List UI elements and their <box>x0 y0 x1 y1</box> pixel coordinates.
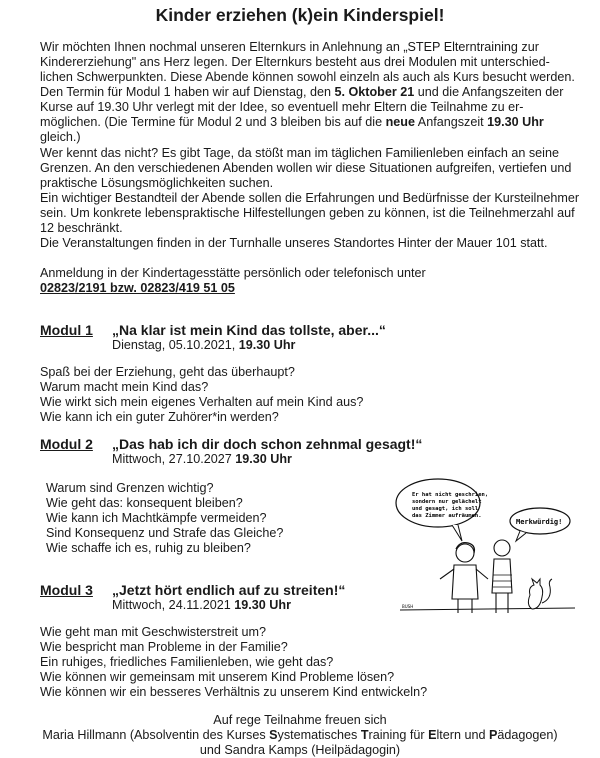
acronym-letter: S <box>269 728 278 742</box>
module-title: „Das hab ich dir doch schon zehnmal gesagt!“ <box>112 436 423 452</box>
footer-line <box>0 728 600 743</box>
location-text: Die Veranstaltungen finden in der Turnhalle unseres Standortes Hinter der Mauer 101 statt. <box>40 236 548 250</box>
module-date <box>112 452 292 467</box>
question-item: Wie geht man mit Geschwisterstreit um? <box>40 625 267 639</box>
artist-signature: BUSH <box>402 604 414 609</box>
module-title: „Jetzt hört endlich auf zu streiten!“ <box>112 582 346 598</box>
acronym-letter: E <box>428 728 437 742</box>
bubble-tail <box>452 525 462 541</box>
intro-time: 19.30 Uhr <box>487 115 544 129</box>
cartoon-illustration <box>380 475 580 625</box>
acronym-letter: P <box>488 728 498 742</box>
bubble-text-right: Merkwürdig! <box>516 518 563 526</box>
module-date-text: Dienstag, 05.10.2021, <box>112 338 239 352</box>
module-label: Modul 2 <box>40 436 93 452</box>
legs <box>496 593 508 613</box>
intro-text: und die Anfangszeiten der Kurse auf 19.30 Uhr verlegt mit der Idee, so eventuell mehr Eltern die Teilnahme zu er-möglichen. (Die Termine für Modul 2 und 3 bleiben bis auf die <box>40 85 564 129</box>
footer-line: und Sandra Kamps (Heilpädagogin) <box>199 743 401 757</box>
footer-line: Auf rege Teilnahme freuen sich <box>213 713 387 727</box>
question-item: Wie bespricht man Probleme in der Familie? <box>40 640 288 654</box>
cat-tail <box>542 579 552 603</box>
intro-text: Anfangszeit <box>415 115 488 129</box>
question-item: Wie können wir ein besseres Verhältnis zu unserem Kind entwickeln? <box>40 685 428 699</box>
cat <box>528 579 542 609</box>
ground-line <box>400 608 575 610</box>
module-time: 19.30 Uhr <box>234 598 291 612</box>
footer-text: Maria Hillmann (Absolventin des Kurses <box>42 728 270 742</box>
module-3-questions <box>40 625 427 700</box>
person-left-head <box>456 544 474 562</box>
bubble-line: Er hat nicht geschrien, <box>412 492 489 498</box>
question-item: Wie kann ich ein guter Zuhörer*in werden? <box>40 410 279 424</box>
footer-text: ystematisches <box>277 728 361 742</box>
intro-text: Wir möchten Ihnen nochmal unseren Elternkurs in Anlehnung an „STEP Elterntraining zur Kindererziehung" ans Herz legen. Der Elternkurs besteht aus drei Modulen mit unterschied-lichen Schwerpunkten. Diese Abende können sowohl einzeln als auch als Kurs besucht werden. Den Termin für Modul 1 haben wir auf Dienstag, den <box>40 40 575 99</box>
bubble-line: das Zimmer aufräumen. <box>412 513 482 519</box>
module-time: 19.30 Uhr <box>238 338 296 352</box>
intro-neue: neue <box>385 115 415 129</box>
module-date <box>112 338 295 353</box>
cartoon-drawing <box>380 475 580 625</box>
module-date-text: Mittwoch, 24.11.2021 <box>112 598 235 612</box>
page-title: Kinder erziehen (k)ein Kinderspiel! <box>155 5 445 25</box>
module-label: Modul 3 <box>40 582 93 598</box>
bubble-tail <box>516 531 526 541</box>
arm <box>476 569 488 579</box>
person-right-body <box>492 559 512 593</box>
intro-date: 5. Oktober 21 <box>334 85 415 99</box>
footer-signature <box>0 713 600 758</box>
intro-paragraph <box>40 40 580 145</box>
registration-block <box>40 266 580 296</box>
phone-numbers[interactable]: 02823/2191 bzw. 02823/419 51 05 <box>40 281 235 295</box>
participants-text: Ein wichtiger Bestandteil der Abende sollen die Erfahrungen und Bedürfnisse der Kursteilnehmer sein. Um konkrete lebenspraktische Hilfestellungen geben zu können, ist die Teilnehmerzahl auf 12 beschränkt. <box>40 191 580 235</box>
footer-text: raining für <box>368 728 429 742</box>
module-label: Modul 1 <box>40 322 93 338</box>
module-2-questions <box>46 481 283 556</box>
module-time: 19.30 Uhr <box>235 452 292 466</box>
problem-paragraph <box>40 146 580 251</box>
problem-text: Wer kennt das nicht? Es gibt Tage, da stößt man im täglichen Familienleben einfach an seine Grenzen. An den verschiedenen Abenden wollen wir diese Situationen aufgreifen, vertiefen und praktische Lösungsmöglichkeiten suchen. <box>40 146 572 190</box>
question-item: Warum macht mein Kind das? <box>40 380 209 394</box>
question-item: Warum sind Grenzen wichtig? <box>46 481 214 495</box>
acronym-letter: T <box>360 728 369 742</box>
person-left-body <box>452 565 478 599</box>
bubble-line: sondern nur gelächelt <box>412 499 482 505</box>
module-date <box>112 598 291 613</box>
footer-text: ädagogen) <box>497 728 558 742</box>
registration-text: Anmeldung in der Kindertagesstätte persönlich oder telefonisch unter <box>40 266 426 280</box>
module-date-text: Mittwoch, 27.10.2027 <box>112 452 236 466</box>
question-item: Wie wirkt sich mein eigenes Verhalten auf mein Kind aus? <box>40 395 364 409</box>
question-item: Wie können wir gemeinsam mit unserem Kind Probleme lösen? <box>40 670 395 684</box>
question-item: Wie schaffe ich es, ruhig zu bleiben? <box>46 541 251 555</box>
legs <box>458 599 472 613</box>
question-item: Spaß bei der Erziehung, geht das überhaupt? <box>40 365 295 379</box>
question-item: Ein ruhiges, friedliches Familienleben, wie geht das? <box>40 655 334 669</box>
module-1-questions <box>40 365 363 425</box>
footer-text: ltern und <box>436 728 489 742</box>
question-item: Wie geht das: konsequent bleiben? <box>46 496 243 510</box>
module-title: „Na klar ist mein Kind das tollste, aber...“ <box>112 322 386 338</box>
bubble-line: und gesagt, ich soll <box>412 506 479 512</box>
intro-text: gleich.) <box>40 130 81 144</box>
arm <box>440 569 454 579</box>
question-item: Wie kann ich Machtkämpfe vermeiden? <box>46 511 267 525</box>
question-item: Sind Konsequenz und Strafe das Gleiche? <box>46 526 284 540</box>
person-right-head <box>494 540 510 556</box>
